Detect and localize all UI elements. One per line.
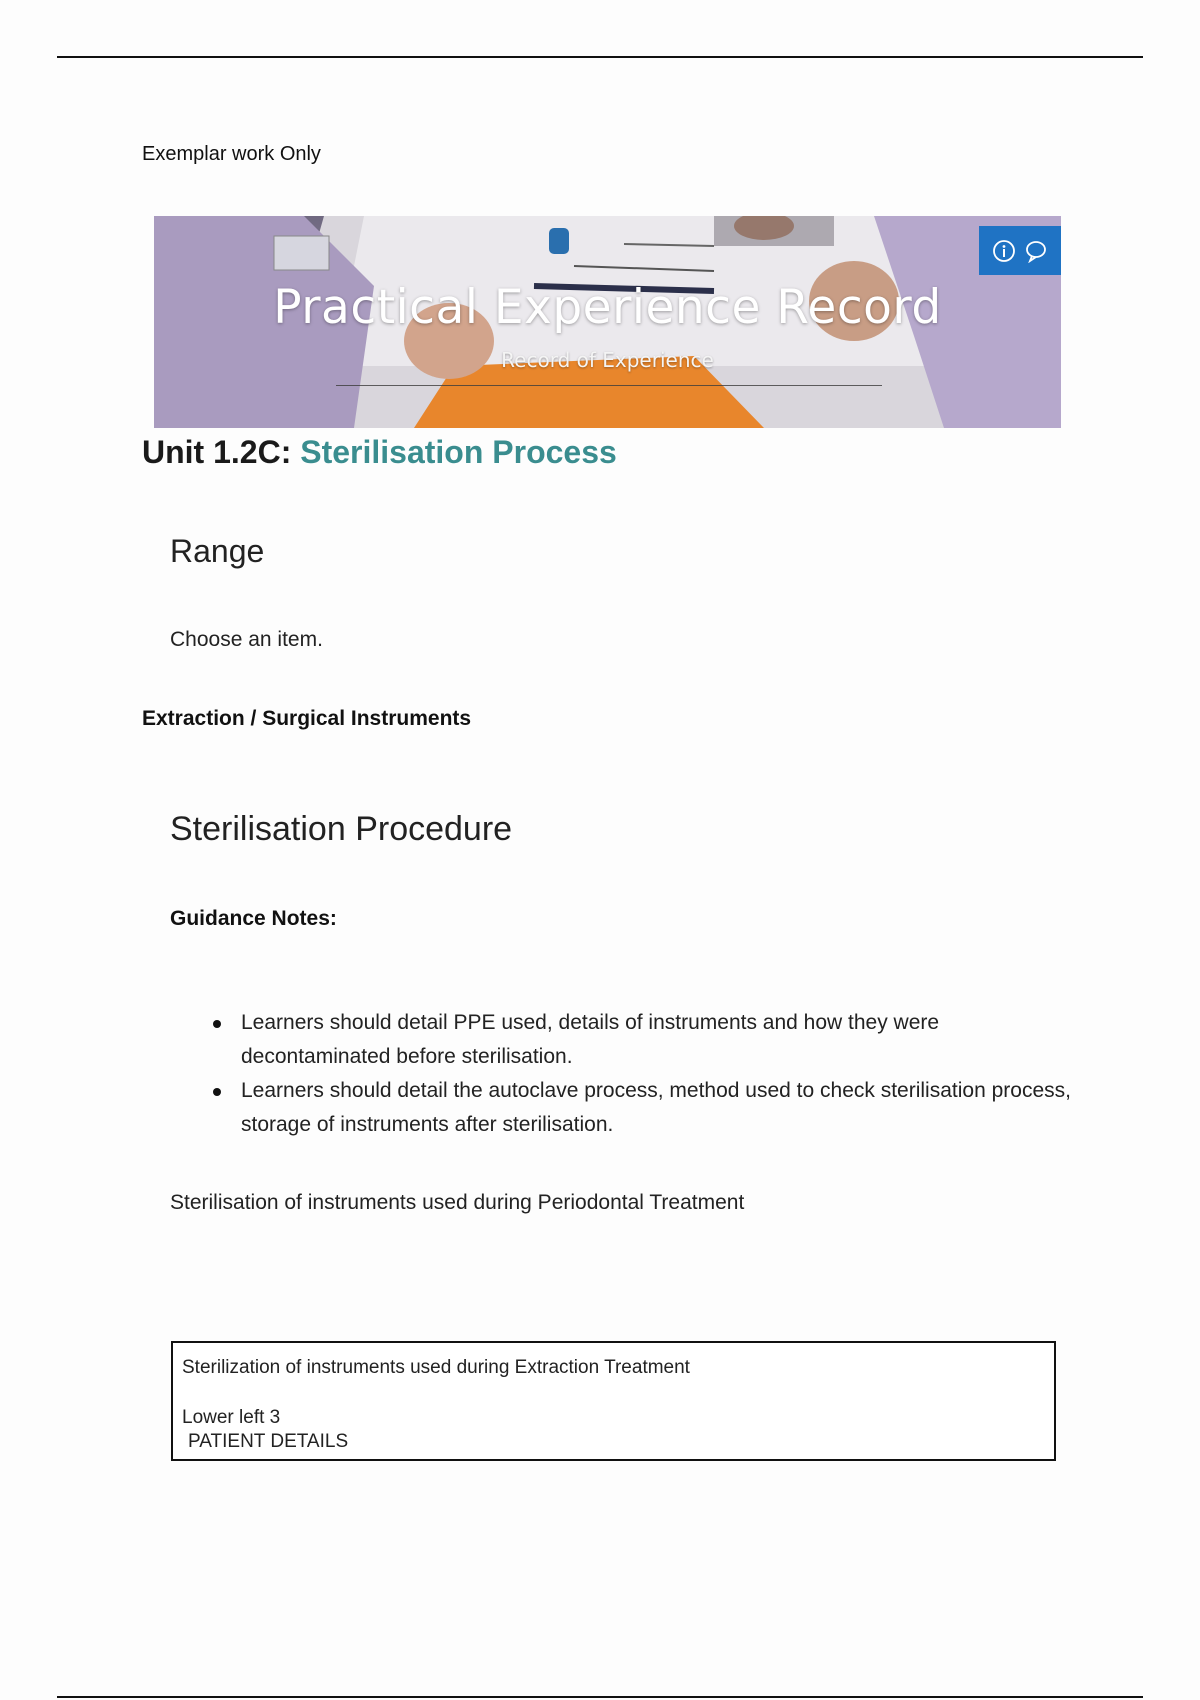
procedure-intro-text: Sterilisation of instruments used during Periodontal Treatment (170, 1191, 745, 1214)
list-item: Learners should detail PPE used, details of instruments and how they were decontaminated before sterilisation. (241, 1006, 1071, 1074)
unit-prefix: Unit 1.2C: (142, 434, 301, 470)
guidance-label: Guidance Notes: (170, 907, 337, 930)
answer-line: PATIENT DETAILS (188, 1431, 349, 1452)
category-label: Extraction / Surgical Instruments (142, 707, 472, 730)
comment-icon[interactable] (1024, 239, 1048, 263)
exemplar-note: Exemplar work Only (142, 143, 321, 165)
range-heading: Range (170, 533, 265, 569)
list-item: Learners should detail the autoclave process, method used to check sterilisation process, storage of instruments after sterilisation. (241, 1074, 1071, 1142)
banner-title: Practical Experience Record (273, 280, 942, 335)
guidance-notes-list (241, 1006, 1071, 1142)
range-dropdown[interactable]: Choose an item. (170, 628, 323, 651)
banner-toolbar (979, 226, 1061, 275)
answer-text-box[interactable] (171, 1341, 1056, 1461)
answer-line: Sterilization of instruments used during Extraction Treatment (182, 1357, 690, 1378)
procedure-heading: Sterilisation Procedure (170, 810, 513, 848)
banner-image (154, 216, 1061, 428)
answer-line: Lower left 3 (182, 1407, 281, 1428)
unit-name: Sterilisation Process (300, 434, 617, 470)
unit-heading (142, 434, 617, 471)
banner-subtitle: Record of Experience (501, 348, 714, 372)
top-rule (57, 56, 1143, 58)
info-icon[interactable] (992, 239, 1016, 263)
banner-divider (336, 385, 882, 386)
bottom-rule (57, 1696, 1143, 1698)
